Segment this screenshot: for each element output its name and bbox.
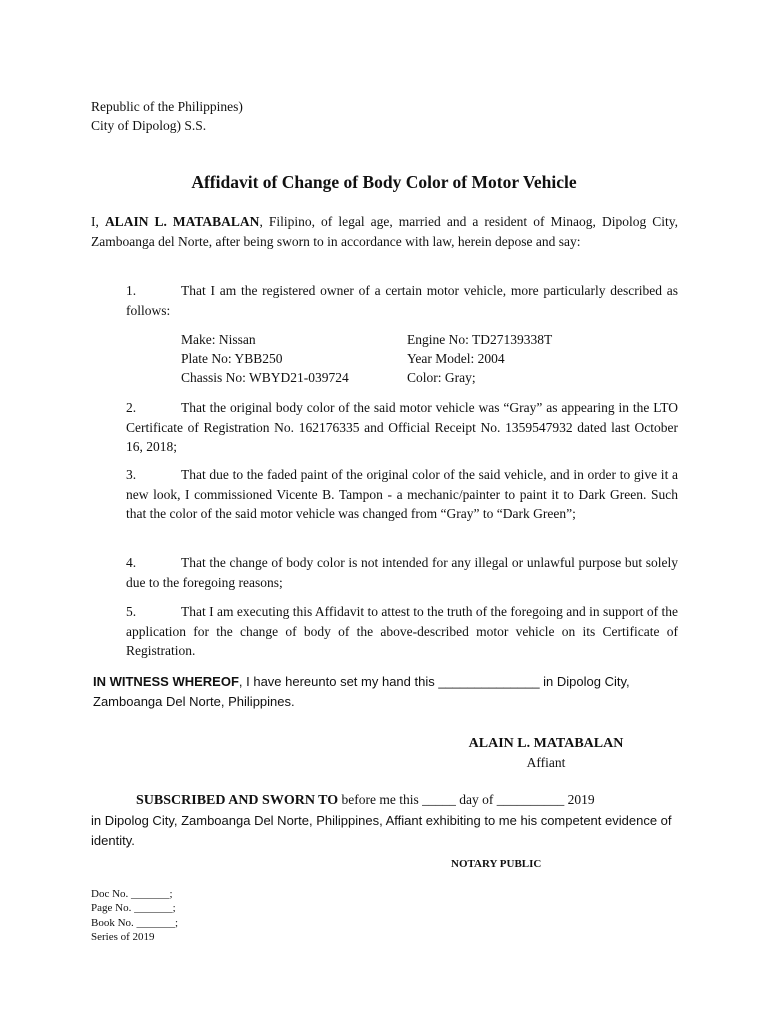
page-number: Page No. _______; — [91, 902, 176, 914]
vehicle-color: Color: Gray; — [407, 370, 476, 385]
vehicle-year: Year Model: 2004 — [407, 351, 505, 366]
witness-text: , I have hereunto set my hand this ______________ in Dipolog City, Zamboanga Del Norte, Philippines. — [93, 674, 630, 709]
item-1 — [126, 281, 678, 320]
vehicle-plate: Plate No: YBB250 — [181, 351, 283, 366]
item-number: 1. — [126, 283, 137, 298]
item-text: That the change of body color is not intended for any illegal or unlawful purpose but solely due to the foregoing reasons; — [126, 555, 678, 590]
affiant-name: ALAIN L. MATABALAN — [468, 736, 624, 751]
item-4 — [126, 553, 678, 592]
intro-text: , Filipino, of legal age, married and a resident of Minaog, Dipolog City, Zamboanga del Norte, after being sworn to in accordance with law, herein depose and say: — [91, 214, 679, 249]
affiant-label: Affiant — [526, 755, 566, 770]
sworn-line — [136, 792, 595, 809]
item-2 — [126, 398, 678, 457]
item-5 — [126, 602, 678, 661]
item-text: That due to the faded paint of the original color of the said vehicle, and in order to give it a new look, I commissioned Vicente B. Tampon - a mechanic/painter to paint it to Dark Green. Such that the color of the said motor vehicle was changed from “Gray” to “Dark Green”; — [126, 467, 678, 521]
item-number: 3. — [126, 467, 137, 482]
doc-number: Doc No. _______; — [91, 888, 173, 900]
sworn-text-1: before me this _____ day of __________ 2019 — [338, 792, 595, 807]
document-title: Affidavit of Change of Body Color of Motor Vehicle — [191, 172, 577, 192]
intro-paragraph — [91, 212, 678, 251]
notary-public-label: NOTARY PUBLIC — [451, 858, 542, 870]
book-number: Book No. _______; — [91, 917, 179, 929]
vehicle-make: Make: Nissan — [181, 332, 256, 347]
item-3 — [126, 465, 678, 524]
witness-paragraph — [93, 672, 683, 712]
item-number: 4. — [126, 555, 137, 570]
affiant-name-inline: ALAIN L. MATABALAN — [104, 214, 260, 229]
item-number: 5. — [126, 604, 137, 619]
item-number: 2. — [126, 400, 137, 415]
witness-bold: IN WITNESS WHEREOF — [93, 674, 239, 689]
sworn-bold: SUBSCRIBED AND SWORN TO — [136, 793, 339, 808]
jurisdiction-line-1: Republic of the Philippines) — [91, 99, 243, 114]
vehicle-chassis: Chassis No: WBYD21-039724 — [181, 370, 349, 385]
item-text: That the original body color of the said motor vehicle was “Gray” as appearing in the LTO Certificate of Registration No. 162176335 and Official Receipt No. 1359547932 dated last October 16, 2018; — [126, 400, 678, 454]
item-text: That I am executing this Affidavit to attest to the truth of the foregoing and in support of the application for the change of body of the above-described motor vehicle on its Certificate of Registration. — [126, 604, 678, 658]
vehicle-engine: Engine No: TD27139338T — [407, 332, 553, 347]
jurisdiction-line-2: City of Dipolog) S.S. — [91, 118, 207, 133]
intro-prefix: I, — [91, 214, 99, 229]
sworn-text-2: in Dipolog City, Zamboanga Del Norte, Philippines, Affiant exhibiting to me his competent evidence of identity. — [91, 813, 672, 848]
series-year: Series of 2019 — [91, 931, 155, 943]
item-text: That I am the registered owner of a certain motor vehicle, more particularly described as follows: — [126, 283, 678, 318]
